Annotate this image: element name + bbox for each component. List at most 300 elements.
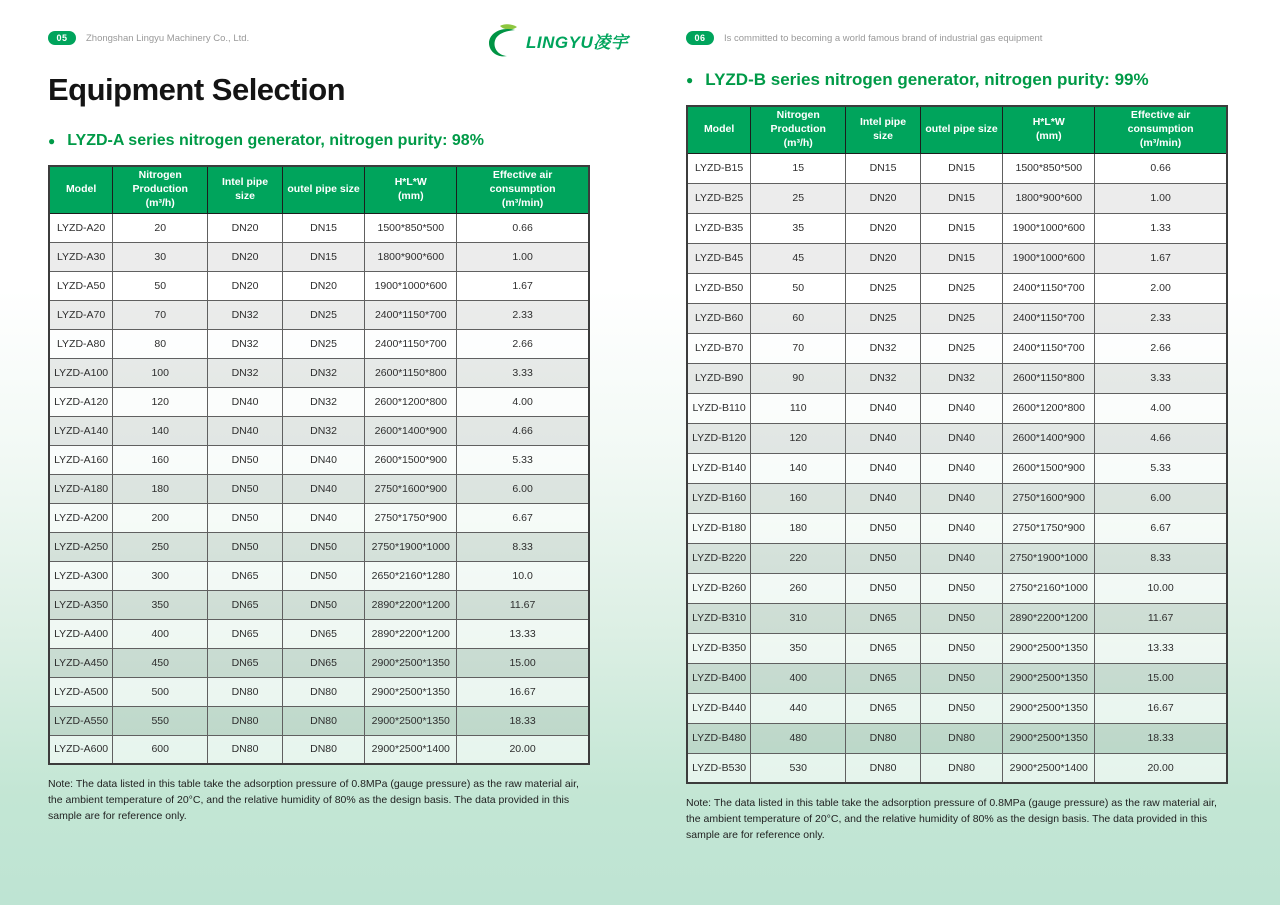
table-cell: DN50 (282, 590, 365, 619)
table-row (687, 273, 1227, 303)
column-header: Effective air consumption (m³/min) (1095, 106, 1227, 153)
table-cell: 2750*1900*1000 (1003, 543, 1095, 573)
table-cell: LYZD-A160 (49, 445, 113, 474)
table-cell: 8.33 (457, 532, 589, 561)
table-cell: LYZD-A250 (49, 532, 113, 561)
table-row (687, 543, 1227, 573)
table-cell: 110 (751, 393, 846, 423)
brand-logo-text: LINGYU凌宇 (526, 32, 629, 52)
table-cell: 2600*1150*800 (1003, 363, 1095, 393)
table-row (49, 416, 589, 445)
table-cell: 60 (751, 303, 846, 333)
table-row (687, 633, 1227, 663)
table-cell: DN50 (846, 543, 921, 573)
table-cell: 15.00 (1095, 663, 1227, 693)
table-cell: DN40 (920, 483, 1003, 513)
table-header-row (49, 166, 589, 213)
table-cell: 400 (751, 663, 846, 693)
table-row (687, 213, 1227, 243)
table-row (49, 213, 589, 242)
table-cell: 180 (751, 513, 846, 543)
table-cell: 1900*1000*600 (365, 271, 457, 300)
table-cell: 3.33 (1095, 363, 1227, 393)
column-header: outel pipe size (282, 166, 365, 213)
table-row (49, 706, 589, 735)
table-cell: LYZD-B50 (687, 273, 751, 303)
table-cell: DN32 (846, 363, 921, 393)
table-cell: DN32 (282, 358, 365, 387)
table-cell: 200 (113, 503, 208, 532)
table-cell: DN50 (846, 573, 921, 603)
table-cell: 2890*2200*1200 (1003, 603, 1095, 633)
table-row (49, 300, 589, 329)
table-row (687, 693, 1227, 723)
column-header: Intel pipe size (846, 106, 921, 153)
table-cell: DN40 (920, 513, 1003, 543)
table-cell: 2.33 (1095, 303, 1227, 333)
table-cell: DN32 (282, 416, 365, 445)
table-cell: LYZD-A200 (49, 503, 113, 532)
table-row (49, 329, 589, 358)
table-cell: DN15 (282, 242, 365, 271)
table-cell: 35 (751, 213, 846, 243)
table-cell: LYZD-B440 (687, 693, 751, 723)
table-cell: DN20 (208, 242, 283, 271)
table-cell: 550 (113, 706, 208, 735)
table-cell: LYZD-B90 (687, 363, 751, 393)
table-cell: 2400*1150*700 (365, 329, 457, 358)
table-cell: LYZD-A140 (49, 416, 113, 445)
table-row (687, 753, 1227, 783)
table-cell: 310 (751, 603, 846, 633)
table-cell: 0.66 (457, 213, 589, 242)
table-cell: 2400*1150*700 (1003, 303, 1095, 333)
table-cell: DN50 (282, 532, 365, 561)
table-row (687, 393, 1227, 423)
table-cell: 530 (751, 753, 846, 783)
table-cell: 2750*1750*900 (1003, 513, 1095, 543)
table-cell: DN15 (920, 213, 1003, 243)
table-cell: DN50 (846, 513, 921, 543)
table-cell: 2900*2500*1350 (365, 677, 457, 706)
table-cell: 18.33 (457, 706, 589, 735)
table-cell: DN65 (208, 561, 283, 590)
lyzd-a-series-table (48, 165, 590, 765)
table-cell: 450 (113, 648, 208, 677)
table-cell: DN65 (846, 663, 921, 693)
table-cell: LYZD-B400 (687, 663, 751, 693)
table-cell: DN20 (846, 183, 921, 213)
table-cell: 4.66 (457, 416, 589, 445)
table-cell: DN50 (208, 503, 283, 532)
table-cell: DN50 (920, 693, 1003, 723)
table-row (687, 453, 1227, 483)
section-title-text: LYZD-B series nitrogen generator, nitrogen purity: 99% (705, 70, 1149, 89)
table-cell: 50 (751, 273, 846, 303)
table-cell: LYZD-A450 (49, 648, 113, 677)
table-cell: 2750*1600*900 (365, 474, 457, 503)
table-cell: DN80 (282, 735, 365, 764)
table-cell: 2750*2160*1000 (1003, 573, 1095, 603)
table-cell: 500 (113, 677, 208, 706)
table-cell: DN20 (846, 243, 921, 273)
table-cell: LYZD-A50 (49, 271, 113, 300)
table-cell: DN50 (920, 573, 1003, 603)
table-cell: 2890*2200*1200 (365, 590, 457, 619)
table-cell: LYZD-B180 (687, 513, 751, 543)
table-cell: 2900*2500*1350 (365, 648, 457, 677)
table-cell: DN65 (208, 648, 283, 677)
table-row (49, 271, 589, 300)
table-cell: 11.67 (1095, 603, 1227, 633)
table-cell: 70 (751, 333, 846, 363)
table-row (687, 603, 1227, 633)
table-cell: LYZD-B15 (687, 153, 751, 183)
table-cell: DN20 (208, 271, 283, 300)
table-cell: 4.00 (457, 387, 589, 416)
table-cell: DN40 (846, 393, 921, 423)
table-cell: 2900*2500*1350 (1003, 693, 1095, 723)
table-cell: 140 (751, 453, 846, 483)
table-row (49, 387, 589, 416)
table-cell: DN80 (846, 723, 921, 753)
table-cell: DN32 (208, 358, 283, 387)
table-cell: 5.33 (457, 445, 589, 474)
table-cell: LYZD-B260 (687, 573, 751, 603)
table-row (49, 561, 589, 590)
table-cell: 1800*900*600 (1003, 183, 1095, 213)
table-note: Note: The data listed in this table take the adsorption pressure of 0.8MPa (gauge pressure) as the raw material air, the ambient temperature of 20°C, and the relative humidity of 80% as the design basis. The data provided in this sample are for reference only. (48, 778, 579, 822)
table-cell: 20.00 (457, 735, 589, 764)
table-cell: 180 (113, 474, 208, 503)
page-number-badge: 05 (48, 31, 76, 45)
table-cell: 300 (113, 561, 208, 590)
table-row (49, 590, 589, 619)
table-cell: 20.00 (1095, 753, 1227, 783)
page-left (48, 30, 590, 824)
table-cell: LYZD-B25 (687, 183, 751, 213)
table-cell: 160 (113, 445, 208, 474)
table-cell: 70 (113, 300, 208, 329)
table-cell: LYZD-A400 (49, 619, 113, 648)
table-row (687, 723, 1227, 753)
table-cell: DN25 (846, 273, 921, 303)
table-cell: DN25 (282, 300, 365, 329)
table-cell: 2750*1900*1000 (365, 532, 457, 561)
table-cell: DN32 (846, 333, 921, 363)
table-cell: DN20 (208, 213, 283, 242)
table-cell: 2600*1400*900 (1003, 423, 1095, 453)
table-cell: DN50 (208, 445, 283, 474)
table-cell: 3.33 (457, 358, 589, 387)
table-cell: DN40 (920, 453, 1003, 483)
table-cell: LYZD-A30 (49, 242, 113, 271)
table-cell: LYZD-A20 (49, 213, 113, 242)
page-right (686, 30, 1228, 843)
table-cell: 100 (113, 358, 208, 387)
table-cell: 15 (751, 153, 846, 183)
table-cell: 10.0 (457, 561, 589, 590)
table-cell: 350 (751, 633, 846, 663)
table-cell: DN32 (282, 387, 365, 416)
table-cell: DN40 (282, 474, 365, 503)
table-cell: 2900*2500*1350 (1003, 633, 1095, 663)
table-cell: DN80 (846, 753, 921, 783)
column-header: Nitrogen Production (m³/h) (113, 166, 208, 213)
table-cell: LYZD-A350 (49, 590, 113, 619)
page-header-right (686, 30, 1228, 46)
table-cell: 0.66 (1095, 153, 1227, 183)
table-cell: 2.33 (457, 300, 589, 329)
table-cell: DN65 (208, 590, 283, 619)
table-cell: DN40 (208, 416, 283, 445)
table-cell: DN40 (282, 445, 365, 474)
table-cell: 45 (751, 243, 846, 273)
table-cell: 120 (751, 423, 846, 453)
table-cell: 1.67 (1095, 243, 1227, 273)
table-cell: DN15 (920, 243, 1003, 273)
table-row (49, 735, 589, 764)
table-cell: 1800*900*600 (365, 242, 457, 271)
table-note: Note: The data listed in this table take the adsorption pressure of 0.8MPa (gauge pressure) as the raw material air, the ambient temperature of 20°C, and the relative humidity of 80% as the design basis. The data provided in this sample are for reference only. (686, 797, 1217, 841)
table-cell: DN40 (846, 423, 921, 453)
table-row (687, 303, 1227, 333)
table-cell: 2600*1200*800 (1003, 393, 1095, 423)
table-cell: LYZD-A300 (49, 561, 113, 590)
table-cell: DN65 (208, 619, 283, 648)
column-header: Intel pipe size (208, 166, 283, 213)
section-title-lyzd-a (48, 132, 590, 150)
table-row (687, 483, 1227, 513)
table-cell: 120 (113, 387, 208, 416)
table-row (687, 363, 1227, 393)
table-cell: 2400*1150*700 (1003, 273, 1095, 303)
table-cell: 250 (113, 532, 208, 561)
table-cell: 2750*1600*900 (1003, 483, 1095, 513)
table-cell: 2900*2500*1350 (365, 706, 457, 735)
table-cell: LYZD-B160 (687, 483, 751, 513)
table-cell: DN50 (920, 633, 1003, 663)
table-cell: DN15 (846, 153, 921, 183)
table-cell: LYZD-B60 (687, 303, 751, 333)
table-cell: DN32 (920, 363, 1003, 393)
table-cell: 2650*2160*1280 (365, 561, 457, 590)
table-row (687, 243, 1227, 273)
page-number-badge: 06 (686, 31, 714, 45)
table-cell: DN25 (920, 303, 1003, 333)
section-title-text: LYZD-A series nitrogen generator, nitrogen purity: 98% (67, 132, 484, 149)
table-cell: DN80 (208, 735, 283, 764)
table-cell: 15.00 (457, 648, 589, 677)
table-cell: DN40 (846, 483, 921, 513)
table-cell: 6.67 (457, 503, 589, 532)
table-cell: 1.33 (1095, 213, 1227, 243)
table-cell: 140 (113, 416, 208, 445)
table-cell: LYZD-B120 (687, 423, 751, 453)
table-cell: DN32 (208, 329, 283, 358)
table-cell: 18.33 (1095, 723, 1227, 753)
table-cell: DN65 (846, 693, 921, 723)
table-cell: 1900*1000*600 (1003, 243, 1095, 273)
table-cell: DN40 (282, 503, 365, 532)
table-cell: DN15 (920, 183, 1003, 213)
table-cell: DN25 (920, 273, 1003, 303)
table-cell: LYZD-A550 (49, 706, 113, 735)
table-cell: 2900*2500*1350 (1003, 663, 1095, 693)
table-cell: 6.67 (1095, 513, 1227, 543)
table-cell: LYZD-B480 (687, 723, 751, 753)
table-cell: DN65 (282, 619, 365, 648)
table-cell: 1.00 (457, 242, 589, 271)
table-cell: DN40 (920, 393, 1003, 423)
column-header: Nitrogen Production (m³/h) (751, 106, 846, 153)
page-title: Equipment Selection (48, 72, 346, 107)
table-cell: DN80 (282, 677, 365, 706)
table-cell: DN15 (282, 213, 365, 242)
table-cell: DN40 (920, 423, 1003, 453)
table-cell: 6.00 (457, 474, 589, 503)
table-cell: DN50 (920, 663, 1003, 693)
table-cell: DN40 (846, 453, 921, 483)
table-row (687, 153, 1227, 183)
table-row (687, 513, 1227, 543)
table-row (687, 663, 1227, 693)
table-cell: LYZD-A120 (49, 387, 113, 416)
table-cell: 400 (113, 619, 208, 648)
table-cell: 600 (113, 735, 208, 764)
table-row (687, 573, 1227, 603)
section-title-lyzd-b (686, 70, 1228, 90)
page-header-left (48, 30, 590, 46)
column-header: Model (49, 166, 113, 213)
table-cell: 160 (751, 483, 846, 513)
table-cell: 10.00 (1095, 573, 1227, 603)
table-row (49, 532, 589, 561)
table-cell: DN20 (282, 271, 365, 300)
table-cell: DN65 (846, 603, 921, 633)
table-cell: 480 (751, 723, 846, 753)
table-cell: DN50 (920, 603, 1003, 633)
table-row (687, 333, 1227, 363)
slogan-text: Is committed to becoming a world famous brand of industrial gas equipment (724, 32, 1043, 44)
column-header: H*L*W (mm) (365, 166, 457, 213)
table-cell: 13.33 (1095, 633, 1227, 663)
lyzd-b-series-table (686, 105, 1228, 784)
table-row (49, 358, 589, 387)
table-cell: 6.00 (1095, 483, 1227, 513)
table-cell: 2900*2500*1400 (365, 735, 457, 764)
table-cell: 2.66 (1095, 333, 1227, 363)
table-cell: 440 (751, 693, 846, 723)
table-cell: DN65 (282, 648, 365, 677)
table-row (49, 677, 589, 706)
table-row (49, 242, 589, 271)
table-cell: 2900*2500*1400 (1003, 753, 1095, 783)
table-cell: 2900*2500*1350 (1003, 723, 1095, 753)
table-cell: 1500*850*500 (1003, 153, 1095, 183)
table-cell: 1900*1000*600 (1003, 213, 1095, 243)
table-row (49, 648, 589, 677)
table-cell: 16.67 (457, 677, 589, 706)
table-cell: 8.33 (1095, 543, 1227, 573)
table-cell: 1.00 (1095, 183, 1227, 213)
table-row (687, 183, 1227, 213)
table-cell: DN80 (208, 677, 283, 706)
table-cell: DN80 (920, 753, 1003, 783)
bullet-icon: ● (686, 73, 694, 87)
table-cell: 2600*1500*900 (365, 445, 457, 474)
table-cell: 25 (751, 183, 846, 213)
table-cell: 5.33 (1095, 453, 1227, 483)
table-cell: LYZD-B140 (687, 453, 751, 483)
table-cell: LYZD-A80 (49, 329, 113, 358)
table-cell: 50 (113, 271, 208, 300)
table-cell: LYZD-A600 (49, 735, 113, 764)
table-cell: 1.67 (457, 271, 589, 300)
company-name-text: Zhongshan Lingyu Machinery Co., Ltd. (86, 32, 250, 44)
table-cell: DN50 (208, 474, 283, 503)
table-cell: 2400*1150*700 (1003, 333, 1095, 363)
table-row (49, 445, 589, 474)
table-row (49, 503, 589, 532)
table-cell: DN40 (208, 387, 283, 416)
table-cell: LYZD-B530 (687, 753, 751, 783)
column-header: Model (687, 106, 751, 153)
table-cell: LYZD-B45 (687, 243, 751, 273)
table-cell: LYZD-B350 (687, 633, 751, 663)
table-cell: DN25 (920, 333, 1003, 363)
bullet-icon: ● (48, 134, 56, 148)
table-cell: LYZD-B110 (687, 393, 751, 423)
table-cell: 2600*1200*800 (365, 387, 457, 416)
table-cell: DN50 (208, 532, 283, 561)
table-cell: 16.67 (1095, 693, 1227, 723)
table-cell: DN80 (208, 706, 283, 735)
table-cell: 4.66 (1095, 423, 1227, 453)
table-cell: 220 (751, 543, 846, 573)
table-cell: DN32 (208, 300, 283, 329)
table-cell: DN65 (846, 633, 921, 663)
table-cell: 2400*1150*700 (365, 300, 457, 329)
column-header: H*L*W (mm) (1003, 106, 1095, 153)
table-cell: LYZD-A70 (49, 300, 113, 329)
table-cell: DN50 (282, 561, 365, 590)
table-cell: 90 (751, 363, 846, 393)
table-cell: 30 (113, 242, 208, 271)
table-cell: LYZD-A180 (49, 474, 113, 503)
table-cell: 2600*1500*900 (1003, 453, 1095, 483)
table-cell: DN40 (920, 543, 1003, 573)
table-cell: 1500*850*500 (365, 213, 457, 242)
table-cell: 2890*2200*1200 (365, 619, 457, 648)
table-row (49, 474, 589, 503)
table-cell: 260 (751, 573, 846, 603)
table-cell: 2600*1150*800 (365, 358, 457, 387)
column-header: outel pipe size (920, 106, 1003, 153)
table-cell: DN25 (846, 303, 921, 333)
table-cell: LYZD-B220 (687, 543, 751, 573)
column-header: Effective air consumption (m³/min) (457, 166, 589, 213)
table-cell: 2.66 (457, 329, 589, 358)
table-cell: 4.00 (1095, 393, 1227, 423)
table-cell: 2.00 (1095, 273, 1227, 303)
table-cell: DN20 (846, 213, 921, 243)
table-cell: LYZD-B70 (687, 333, 751, 363)
table-cell: 13.33 (457, 619, 589, 648)
table-cell: LYZD-B310 (687, 603, 751, 633)
table-cell: LYZD-B35 (687, 213, 751, 243)
table-cell: 350 (113, 590, 208, 619)
